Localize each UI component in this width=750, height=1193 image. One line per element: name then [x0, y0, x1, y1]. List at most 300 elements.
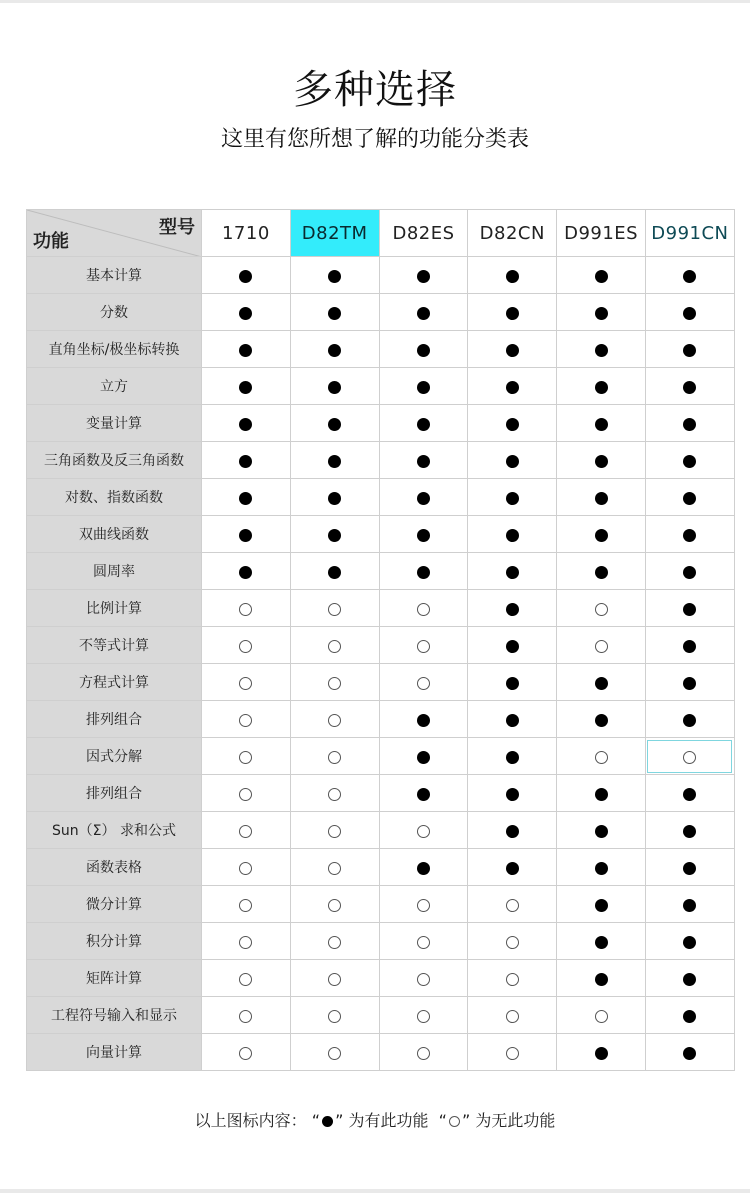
empty-circle-icon [328, 899, 341, 912]
table-row [27, 738, 735, 775]
feature-cell [645, 664, 734, 701]
table-row [27, 886, 735, 923]
feature-name-cell: 直角坐标/极坐标转换 [27, 331, 202, 368]
feature-cell [379, 664, 468, 701]
feature-cell [645, 849, 734, 886]
empty-circle-icon [506, 899, 519, 912]
filled-dot-icon [683, 1010, 696, 1023]
feature-cell [202, 627, 291, 664]
empty-circle-icon [683, 751, 696, 764]
empty-circle-icon [239, 751, 252, 764]
empty-circle-icon [239, 825, 252, 838]
feature-cell [202, 257, 291, 294]
filled-dot-icon [683, 677, 696, 690]
feature-cell [379, 997, 468, 1034]
model-header-d991es: D991ES [557, 210, 646, 257]
feature-cell [557, 1034, 646, 1071]
table-row [27, 479, 735, 516]
feature-cell [468, 701, 557, 738]
feature-name-cell: 三角函数及反三角函数 [27, 442, 202, 479]
filled-dot-icon [417, 751, 430, 764]
feature-name-cell: 立方 [27, 368, 202, 405]
empty-circle-icon [328, 973, 341, 986]
feature-name-cell: 比例计算 [27, 590, 202, 627]
table-row [27, 590, 735, 627]
feature-name-cell: 工程符号输入和显示 [27, 997, 202, 1034]
filled-dot-icon [506, 381, 519, 394]
model-header-d82cn: D82CN [468, 210, 557, 257]
filled-dot-icon [595, 788, 608, 801]
filled-dot-icon [683, 603, 696, 616]
feature-cell [290, 405, 379, 442]
feature-cell [645, 923, 734, 960]
filled-dot-icon [328, 344, 341, 357]
feature-cell [290, 886, 379, 923]
feature-name-cell: 对数、指数函数 [27, 479, 202, 516]
feature-cell [290, 923, 379, 960]
feature-cell [468, 849, 557, 886]
table-row [27, 257, 735, 294]
legend-prefix: 以上图标内容： [194, 1111, 307, 1130]
feature-name-cell: 向量计算 [27, 1034, 202, 1071]
feature-cell [379, 738, 468, 775]
feature-cell [202, 738, 291, 775]
empty-circle-icon [506, 936, 519, 949]
table-row [27, 923, 735, 960]
feature-cell [468, 257, 557, 294]
feature-cell [557, 886, 646, 923]
feature-cell [290, 331, 379, 368]
feature-cell [557, 442, 646, 479]
table-row [27, 294, 735, 331]
feature-cell [557, 590, 646, 627]
filled-dot-icon [506, 862, 519, 875]
feature-name-cell: 排列组合 [27, 775, 202, 812]
feature-cell [645, 479, 734, 516]
bottom-divider [0, 1189, 750, 1193]
filled-dot-icon [595, 418, 608, 431]
empty-circle-icon [417, 603, 430, 616]
feature-cell [468, 442, 557, 479]
feature-cell [557, 331, 646, 368]
feature-cell [379, 294, 468, 331]
feature-cell [645, 701, 734, 738]
empty-circle-icon [506, 1010, 519, 1023]
feature-cell [557, 294, 646, 331]
feature-cell [379, 368, 468, 405]
feature-cell [290, 479, 379, 516]
empty-circle-icon [328, 640, 341, 653]
page-subtitle: 这里有您所想了解的功能分类表 [220, 127, 529, 152]
feature-cell [379, 516, 468, 553]
feature-cell [468, 886, 557, 923]
filled-dot-icon [417, 418, 430, 431]
feature-cell [557, 812, 646, 849]
table-row [27, 997, 735, 1034]
table-header-row [27, 210, 735, 257]
filled-dot-icon [239, 381, 252, 394]
filled-dot-icon [417, 566, 430, 579]
filled-dot-icon [506, 344, 519, 357]
table-row [27, 701, 735, 738]
filled-dot-icon [506, 566, 519, 579]
feature-cell [202, 997, 291, 1034]
filled-dot-icon [328, 307, 341, 320]
feature-cell [202, 553, 291, 590]
feature-name-cell: 矩阵计算 [27, 960, 202, 997]
filled-dot-icon [595, 270, 608, 283]
filled-dot-icon [328, 418, 341, 431]
filled-dot-icon [328, 381, 341, 394]
table-row [27, 553, 735, 590]
filled-dot-icon [239, 418, 252, 431]
filled-dot-icon [417, 344, 430, 357]
empty-circle-icon [239, 1010, 252, 1023]
empty-circle-icon [239, 640, 252, 653]
feature-cell [202, 664, 291, 701]
feature-cell [468, 331, 557, 368]
filled-dot-icon [239, 529, 252, 542]
empty-circle-icon [328, 603, 341, 616]
empty-circle-icon [595, 640, 608, 653]
feature-cell [290, 516, 379, 553]
feature-cell [202, 775, 291, 812]
empty-circle-icon [328, 1010, 341, 1023]
filled-dot-icon [683, 566, 696, 579]
feature-cell [468, 1034, 557, 1071]
filled-dot-icon [683, 529, 696, 542]
filled-dot-icon [506, 640, 519, 653]
filled-dot-icon [595, 677, 608, 690]
filled-dot-icon [595, 381, 608, 394]
feature-cell [290, 960, 379, 997]
feature-cell [557, 701, 646, 738]
filled-dot-icon [506, 788, 519, 801]
filled-dot-icon [595, 529, 608, 542]
table-row [27, 775, 735, 812]
filled-dot-icon [239, 344, 252, 357]
feature-cell [468, 405, 557, 442]
filled-dot-icon [506, 307, 519, 320]
feature-cell [379, 923, 468, 960]
filled-dot-icon [595, 973, 608, 986]
empty-circle-icon [328, 936, 341, 949]
filled-dot-icon [506, 455, 519, 468]
feature-cell [379, 960, 468, 997]
filled-dot-icon [506, 529, 519, 542]
feature-cell [645, 368, 734, 405]
filled-dot-icon [417, 788, 430, 801]
table-row [27, 442, 735, 479]
feature-cell [468, 997, 557, 1034]
feature-cell [468, 960, 557, 997]
feature-cell [290, 553, 379, 590]
feature-comparison-table [26, 209, 735, 1071]
feature-cell [290, 1034, 379, 1071]
feature-cell [290, 664, 379, 701]
feature-cell [557, 405, 646, 442]
feature-cell [645, 886, 734, 923]
feature-cell [202, 331, 291, 368]
filled-dot-icon [683, 973, 696, 986]
feature-cell [290, 257, 379, 294]
filled-dot-icon [328, 566, 341, 579]
feature-cell [468, 738, 557, 775]
feature-name-cell: 微分计算 [27, 886, 202, 923]
filled-dot-icon [328, 270, 341, 283]
filled-dot-icon [683, 862, 696, 875]
empty-circle-icon [239, 1047, 252, 1060]
feature-cell [202, 1034, 291, 1071]
filled-dot-icon [417, 270, 430, 283]
empty-circle-icon [239, 899, 252, 912]
feature-name-cell: 函数表格 [27, 849, 202, 886]
filled-dot-icon [595, 825, 608, 838]
feature-cell [645, 294, 734, 331]
feature-cell [468, 553, 557, 590]
model-header-d82tm: D82TM [290, 210, 379, 257]
feature-cell [379, 1034, 468, 1071]
empty-circle-icon [417, 936, 430, 949]
feature-cell [290, 849, 379, 886]
filled-dot-icon [683, 825, 696, 838]
empty-circle-icon [417, 825, 430, 838]
feature-cell [290, 368, 379, 405]
empty-circle-icon [239, 677, 252, 690]
feature-cell [645, 257, 734, 294]
filled-dot-icon [683, 418, 696, 431]
feature-cell [290, 294, 379, 331]
empty-circle-icon [239, 603, 252, 616]
corner-model-label: 型号 [159, 217, 195, 238]
feature-cell [557, 960, 646, 997]
table-row [27, 960, 735, 997]
filled-dot-icon [683, 788, 696, 801]
feature-cell [290, 442, 379, 479]
feature-cell [645, 442, 734, 479]
filled-dot-icon [595, 862, 608, 875]
empty-circle-icon [417, 1047, 430, 1060]
filled-dot-icon [328, 455, 341, 468]
filled-dot-icon [683, 1047, 696, 1060]
feature-name-cell: 不等式计算 [27, 627, 202, 664]
legend-close-quote: ” [335, 1111, 344, 1130]
filled-dot-icon [417, 381, 430, 394]
feature-cell [468, 294, 557, 331]
model-header-d991cn: D991CN [645, 210, 734, 257]
feature-cell [645, 960, 734, 997]
empty-circle-icon [595, 603, 608, 616]
filled-dot-icon [417, 307, 430, 320]
feature-cell [557, 516, 646, 553]
feature-cell [557, 664, 646, 701]
feature-cell [202, 812, 291, 849]
feature-cell [645, 627, 734, 664]
filled-dot-icon [595, 1047, 608, 1060]
feature-cell [290, 812, 379, 849]
feature-cell [290, 701, 379, 738]
feature-name-cell: 分数 [27, 294, 202, 331]
legend-open-quote: “ [311, 1111, 321, 1130]
filled-dot-icon [239, 270, 252, 283]
filled-dot-icon [417, 529, 430, 542]
filled-dot-icon [595, 344, 608, 357]
feature-cell [202, 849, 291, 886]
empty-circle-icon [239, 973, 252, 986]
feature-cell [557, 257, 646, 294]
empty-circle-icon [417, 899, 430, 912]
filled-dot-icon [417, 455, 430, 468]
feature-name-cell: 双曲线函数 [27, 516, 202, 553]
feature-name-cell: 积分计算 [27, 923, 202, 960]
feature-cell [468, 627, 557, 664]
filled-dot-icon [506, 270, 519, 283]
filled-dot-icon [239, 492, 252, 505]
feature-cell [290, 997, 379, 1034]
filled-dot-icon [683, 640, 696, 653]
empty-circle-icon [239, 714, 252, 727]
empty-circle-icon [239, 788, 252, 801]
feature-cell [379, 849, 468, 886]
empty-circle-icon [417, 1010, 430, 1023]
feature-cell [557, 923, 646, 960]
feature-cell [645, 516, 734, 553]
feature-cell [379, 442, 468, 479]
empty-circle-icon [328, 714, 341, 727]
filled-dot-icon [506, 677, 519, 690]
feature-cell [557, 553, 646, 590]
filled-dot-icon [683, 936, 696, 949]
legend-close-quote-2: ” [461, 1111, 471, 1130]
feature-cell [557, 368, 646, 405]
feature-name-cell: Sun（Σ） 求和公式 [27, 812, 202, 849]
feature-cell [645, 738, 734, 775]
table-body [27, 257, 735, 1071]
feature-cell [379, 812, 468, 849]
model-header-1710: 1710 [202, 210, 291, 257]
feature-cell [202, 516, 291, 553]
feature-cell [557, 775, 646, 812]
filled-dot-icon [239, 566, 252, 579]
table-row [27, 627, 735, 664]
filled-dot-icon [506, 418, 519, 431]
filled-dot-icon [683, 307, 696, 320]
filled-dot-icon [683, 899, 696, 912]
feature-cell [379, 701, 468, 738]
corner-function-label: 功能 [33, 231, 69, 252]
feature-cell [379, 479, 468, 516]
feature-cell [645, 1034, 734, 1071]
feature-cell [202, 960, 291, 997]
table-row [27, 405, 735, 442]
feature-cell [645, 405, 734, 442]
feature-cell [645, 553, 734, 590]
filled-dot-icon [417, 714, 430, 727]
empty-circle-icon [328, 677, 341, 690]
filled-dot-icon [595, 455, 608, 468]
feature-cell [290, 775, 379, 812]
feature-name-cell: 排列组合 [27, 701, 202, 738]
feature-cell [468, 368, 557, 405]
filled-dot-icon [506, 492, 519, 505]
filled-dot-icon [328, 529, 341, 542]
filled-dot-icon [417, 862, 430, 875]
filled-dot-icon [322, 1116, 333, 1127]
feature-name-cell: 基本计算 [27, 257, 202, 294]
feature-cell [468, 664, 557, 701]
empty-circle-icon [595, 1010, 608, 1023]
empty-circle-icon [506, 973, 519, 986]
empty-circle-icon [449, 1116, 460, 1127]
filled-dot-icon [683, 714, 696, 727]
empty-circle-icon [328, 825, 341, 838]
feature-name-cell: 变量计算 [27, 405, 202, 442]
empty-circle-icon [417, 973, 430, 986]
empty-circle-icon [506, 1047, 519, 1060]
empty-circle-icon [417, 640, 430, 653]
table-row [27, 664, 735, 701]
filled-dot-icon [595, 899, 608, 912]
filled-dot-icon [595, 936, 608, 949]
top-divider [0, 0, 750, 3]
feature-cell [468, 812, 557, 849]
filled-dot-icon [683, 455, 696, 468]
empty-circle-icon [239, 936, 252, 949]
feature-cell [202, 405, 291, 442]
feature-cell [468, 479, 557, 516]
filled-dot-icon [683, 344, 696, 357]
empty-circle-icon [595, 751, 608, 764]
feature-cell [557, 997, 646, 1034]
feature-cell [379, 627, 468, 664]
filled-dot-icon [595, 307, 608, 320]
feature-cell [557, 849, 646, 886]
filled-dot-icon [239, 455, 252, 468]
filled-dot-icon [683, 381, 696, 394]
filled-dot-icon [506, 714, 519, 727]
legend-open-quote-2: “ [438, 1111, 447, 1130]
empty-circle-icon [328, 1047, 341, 1060]
empty-circle-icon [328, 788, 341, 801]
filled-dot-icon [595, 566, 608, 579]
table-row [27, 516, 735, 553]
feature-cell [645, 812, 734, 849]
empty-circle-icon [417, 677, 430, 690]
table-row [27, 812, 735, 849]
filled-dot-icon [595, 714, 608, 727]
feature-cell [202, 886, 291, 923]
table-corner-cell [27, 210, 202, 257]
table-row [27, 331, 735, 368]
feature-cell [645, 590, 734, 627]
feature-cell [202, 590, 291, 627]
feature-cell [379, 590, 468, 627]
feature-cell [202, 442, 291, 479]
feature-cell [557, 627, 646, 664]
feature-cell [290, 627, 379, 664]
feature-cell [645, 331, 734, 368]
feature-cell [202, 294, 291, 331]
feature-cell [290, 738, 379, 775]
filled-dot-icon [683, 270, 696, 283]
feature-cell [202, 701, 291, 738]
legend-has-text: 为有此功能 [348, 1111, 429, 1130]
table-row [27, 368, 735, 405]
feature-cell [379, 886, 468, 923]
filled-dot-icon [683, 492, 696, 505]
empty-circle-icon [328, 751, 341, 764]
filled-dot-icon [506, 825, 519, 838]
